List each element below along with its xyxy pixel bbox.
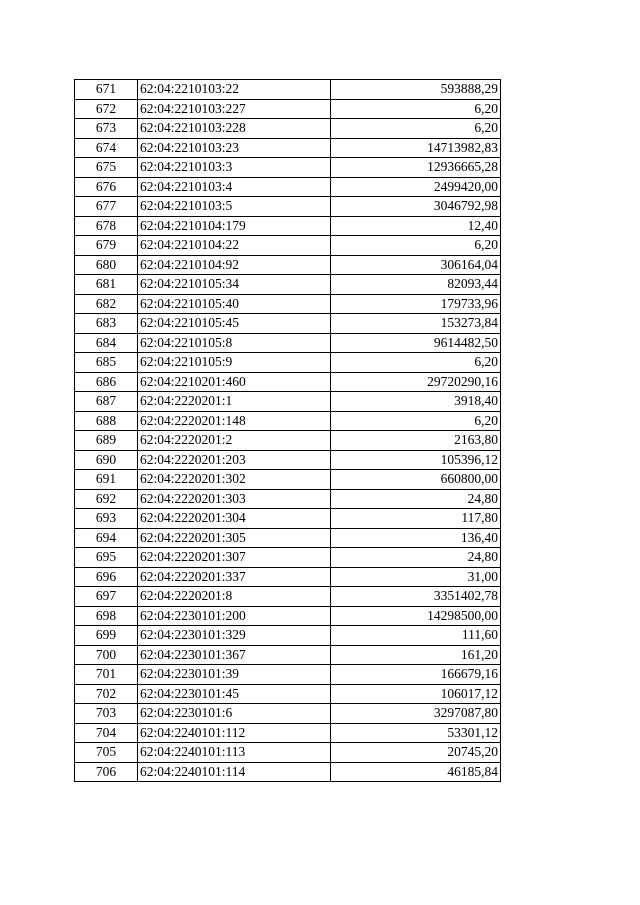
table-row: [75, 509, 501, 529]
value-cell: 6,20: [331, 411, 501, 431]
table-row: [75, 275, 501, 295]
cadastral-value-table: [74, 79, 501, 782]
row-number-cell: 703: [75, 704, 138, 724]
row-number-cell: 689: [75, 431, 138, 451]
cadastral-number-cell: 62:04:2230101:200: [138, 606, 331, 626]
cadastral-number-cell: 62:04:2220201:8: [138, 587, 331, 607]
value-cell: 46185,84: [331, 762, 501, 782]
table-row: [75, 626, 501, 646]
value-cell: 20745,20: [331, 743, 501, 763]
row-number-cell: 697: [75, 587, 138, 607]
cadastral-number-cell: 62:04:2220201:148: [138, 411, 331, 431]
row-number-cell: 685: [75, 353, 138, 373]
table-row: [75, 450, 501, 470]
row-number-cell: 672: [75, 99, 138, 119]
value-cell: 161,20: [331, 645, 501, 665]
table-row: [75, 119, 501, 139]
row-number-cell: 671: [75, 80, 138, 100]
value-cell: 6,20: [331, 236, 501, 256]
cadastral-number-cell: 62:04:2210105:9: [138, 353, 331, 373]
row-number-cell: 673: [75, 119, 138, 139]
cadastral-number-cell: 62:04:2210105:40: [138, 294, 331, 314]
value-cell: 593888,29: [331, 80, 501, 100]
row-number-cell: 684: [75, 333, 138, 353]
value-cell: 12936665,28: [331, 158, 501, 178]
table-row: [75, 236, 501, 256]
table-row: [75, 665, 501, 685]
cadastral-number-cell: 62:04:2210104:22: [138, 236, 331, 256]
cadastral-number-cell: 62:04:2240101:114: [138, 762, 331, 782]
cadastral-number-cell: 62:04:2230101:329: [138, 626, 331, 646]
value-cell: 153273,84: [331, 314, 501, 334]
table-row: [75, 314, 501, 334]
table-row: [75, 411, 501, 431]
cadastral-number-cell: 62:04:2230101:6: [138, 704, 331, 724]
cadastral-number-cell: 62:04:2210103:23: [138, 138, 331, 158]
cadastral-number-cell: 62:04:2230101:39: [138, 665, 331, 685]
row-number-cell: 680: [75, 255, 138, 275]
cadastral-number-cell: 62:04:2210103:5: [138, 197, 331, 217]
value-cell: 24,80: [331, 489, 501, 509]
value-cell: 6,20: [331, 99, 501, 119]
row-number-cell: 678: [75, 216, 138, 236]
row-number-cell: 701: [75, 665, 138, 685]
value-cell: 106017,12: [331, 684, 501, 704]
row-number-cell: 681: [75, 275, 138, 295]
cadastral-number-cell: 62:04:2220201:1: [138, 392, 331, 412]
value-cell: 111,60: [331, 626, 501, 646]
table-row: [75, 528, 501, 548]
table-row: [75, 353, 501, 373]
row-number-cell: 686: [75, 372, 138, 392]
cadastral-number-cell: 62:04:2220201:203: [138, 450, 331, 470]
value-cell: 3046792,98: [331, 197, 501, 217]
value-cell: 2163,80: [331, 431, 501, 451]
value-cell: 3351402,78: [331, 587, 501, 607]
table-row: [75, 99, 501, 119]
table-row: [75, 392, 501, 412]
table-row: [75, 743, 501, 763]
value-cell: 6,20: [331, 353, 501, 373]
row-number-cell: 691: [75, 470, 138, 490]
row-number-cell: 694: [75, 528, 138, 548]
table-row: [75, 587, 501, 607]
value-cell: 3297087,80: [331, 704, 501, 724]
cadastral-number-cell: 62:04:2230101:367: [138, 645, 331, 665]
value-cell: 136,40: [331, 528, 501, 548]
table-row: [75, 645, 501, 665]
value-cell: 14713982,83: [331, 138, 501, 158]
value-cell: 9614482,50: [331, 333, 501, 353]
table-row: [75, 80, 501, 100]
cadastral-number-cell: 62:04:2210105:34: [138, 275, 331, 295]
value-cell: 166679,16: [331, 665, 501, 685]
value-cell: 660800,00: [331, 470, 501, 490]
value-cell: 12,40: [331, 216, 501, 236]
cadastral-number-cell: 62:04:2220201:307: [138, 548, 331, 568]
table-row: [75, 606, 501, 626]
table-row: [75, 489, 501, 509]
table-row: [75, 158, 501, 178]
value-cell: 306164,04: [331, 255, 501, 275]
value-cell: 179733,96: [331, 294, 501, 314]
row-number-cell: 700: [75, 645, 138, 665]
row-number-cell: 702: [75, 684, 138, 704]
cadastral-number-cell: 62:04:2210105:8: [138, 333, 331, 353]
value-cell: 24,80: [331, 548, 501, 568]
row-number-cell: 695: [75, 548, 138, 568]
cadastral-number-cell: 62:04:2220201:303: [138, 489, 331, 509]
value-cell: 82093,44: [331, 275, 501, 295]
row-number-cell: 676: [75, 177, 138, 197]
cadastral-number-cell: 62:04:2210104:92: [138, 255, 331, 275]
table-row: [75, 684, 501, 704]
row-number-cell: 693: [75, 509, 138, 529]
table-row: [75, 567, 501, 587]
value-cell: 6,20: [331, 119, 501, 139]
row-number-cell: 706: [75, 762, 138, 782]
row-number-cell: 682: [75, 294, 138, 314]
cadastral-number-cell: 62:04:2220201:2: [138, 431, 331, 451]
row-number-cell: 704: [75, 723, 138, 743]
cadastral-number-cell: 62:04:2230101:45: [138, 684, 331, 704]
table-row: [75, 762, 501, 782]
cadastral-number-cell: 62:04:2210103:22: [138, 80, 331, 100]
table-row: [75, 177, 501, 197]
row-number-cell: 677: [75, 197, 138, 217]
row-number-cell: 687: [75, 392, 138, 412]
table-row: [75, 723, 501, 743]
value-cell: 2499420,00: [331, 177, 501, 197]
value-cell: 31,00: [331, 567, 501, 587]
row-number-cell: 699: [75, 626, 138, 646]
value-cell: 14298500,00: [331, 606, 501, 626]
cadastral-number-cell: 62:04:2240101:113: [138, 743, 331, 763]
table-row: [75, 548, 501, 568]
row-number-cell: 683: [75, 314, 138, 334]
table-row: [75, 704, 501, 724]
table-row: [75, 470, 501, 490]
table-row: [75, 138, 501, 158]
value-cell: 117,80: [331, 509, 501, 529]
row-number-cell: 690: [75, 450, 138, 470]
cadastral-number-cell: 62:04:2210103:3: [138, 158, 331, 178]
table-row: [75, 216, 501, 236]
row-number-cell: 692: [75, 489, 138, 509]
table-row: [75, 294, 501, 314]
cadastral-number-cell: 62:04:2220201:337: [138, 567, 331, 587]
value-cell: 3918,40: [331, 392, 501, 412]
cadastral-number-cell: 62:04:2210201:460: [138, 372, 331, 392]
cadastral-number-cell: 62:04:2210103:227: [138, 99, 331, 119]
table-row: [75, 431, 501, 451]
row-number-cell: 705: [75, 743, 138, 763]
cadastral-number-cell: 62:04:2240101:112: [138, 723, 331, 743]
table-body: [75, 80, 501, 782]
table-row: [75, 372, 501, 392]
cadastral-number-cell: 62:04:2210105:45: [138, 314, 331, 334]
value-cell: 105396,12: [331, 450, 501, 470]
cadastral-number-cell: 62:04:2210103:4: [138, 177, 331, 197]
row-number-cell: 675: [75, 158, 138, 178]
cadastral-number-cell: 62:04:2210104:179: [138, 216, 331, 236]
row-number-cell: 698: [75, 606, 138, 626]
cadastral-number-cell: 62:04:2220201:304: [138, 509, 331, 529]
cadastral-number-cell: 62:04:2220201:302: [138, 470, 331, 490]
row-number-cell: 679: [75, 236, 138, 256]
cadastral-number-cell: 62:04:2210103:228: [138, 119, 331, 139]
cadastral-number-cell: 62:04:2220201:305: [138, 528, 331, 548]
table-row: [75, 255, 501, 275]
row-number-cell: 674: [75, 138, 138, 158]
table-row: [75, 197, 501, 217]
row-number-cell: 688: [75, 411, 138, 431]
row-number-cell: 696: [75, 567, 138, 587]
value-cell: 29720290,16: [331, 372, 501, 392]
table-row: [75, 333, 501, 353]
value-cell: 53301,12: [331, 723, 501, 743]
